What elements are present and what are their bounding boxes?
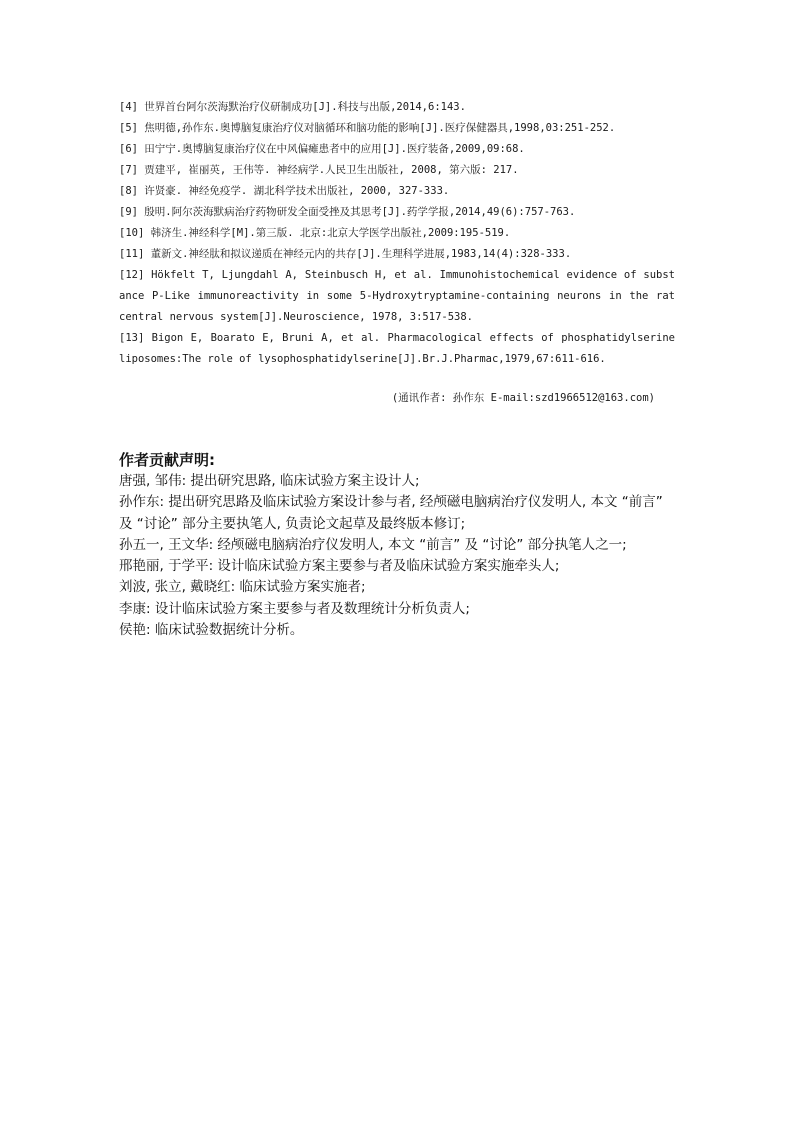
contribution-line: 孙五一, 王文华: 经颅磁电脑病治疗仪发明人, 本文 “前言” 及 “讨论” 部分执笔人之一; — [119, 536, 627, 553]
contribution-line: 刘波, 张立, 戴晓红: 临床试验方案实施者; — [119, 579, 366, 596]
reference-item: [7] 贾建平, 崔丽英, 王伟等. 神经病学.人民卫生出版社, 2008, 第六版: 217. — [119, 164, 519, 176]
reference-item: [5] 焦明德,孙作东.奥博脑复康治疗仪对脑循环和脑功能的影响[J].医疗保健器具,1998,03:251-252. — [119, 122, 616, 134]
reference-item: [6] 田宁宁.奥博脑复康治疗仪在中风偏瘫患者中的应用[J].医疗装备,2009,09:68. — [119, 143, 525, 155]
reference-item: [4] 世界首台阿尔茨海默治疗仪研制成功[J].科技与出版,2014,6:143. — [119, 101, 466, 113]
contribution-line: 李康: 设计临床试验方案主要参与者及数理统计分析负责人; — [119, 600, 470, 617]
contribution-line: 唐强, 邹伟: 提出研究思路, 临床试验方案主设计人; — [119, 473, 420, 489]
author-contributions — [119, 449, 679, 641]
contribution-line: 邢艳丽, 于学平: 设计临床试验方案主要参与者及临床试验方案实施牵头人; — [119, 558, 560, 575]
reference-item: [8] 许贤豪. 神经免疫学. 湖北科学技术出版社, 2000, 327-333. — [119, 185, 450, 197]
contribution-line: 孙作东: 提出研究思路及临床试验方案设计参与者, 经颅磁电脑病治疗仪发明人, 本文 “前言” 及 “讨论” 部分主要执笔人, 负责论文起草及最终版本修订; — [119, 494, 663, 532]
reference-item: [12] Hökfelt T, Ljungdahl A, Steinbusch H, et al. Immunohistochemical evidence of substance P-Like immunoreactivity in some 5-Hydroxytryptamine-containing neurons in the rat central nervous system[J].Neuroscience, 1978, 3:517-538. — [119, 269, 675, 323]
corresponding-author: (通讯作者: 孙作东 E-mail:szd1966512@163.com) — [391, 392, 655, 404]
contribution-line: 侯艳: 临床试验数据统计分析。 — [119, 622, 304, 639]
reference-list — [119, 97, 675, 370]
reference-item: [9] 殷明.阿尔茨海默病治疗药物研发全面受挫及其思考[J].药学学报,2014,49(6):757-763. — [119, 206, 576, 218]
reference-item: [13] Bigon E, Boarato E, Bruni A, et al. Pharmacological effects of phosphatidylserine liposomes:The role of lysophosphatidylserine[J].Br.J.Pharmac,1979,67:611-616. — [119, 332, 675, 365]
reference-item: [11] 董新文.神经肽和拟议递质在神经元内的共存[J].生理科学进展,1983,14(4):328-333. — [119, 248, 572, 260]
reference-item: [10] 韩济生.神经科学[M].第三版. 北京:北京大学医学出版社,2009:195-519. — [119, 227, 511, 239]
contributions-heading: 作者贡献声明: — [119, 451, 215, 469]
